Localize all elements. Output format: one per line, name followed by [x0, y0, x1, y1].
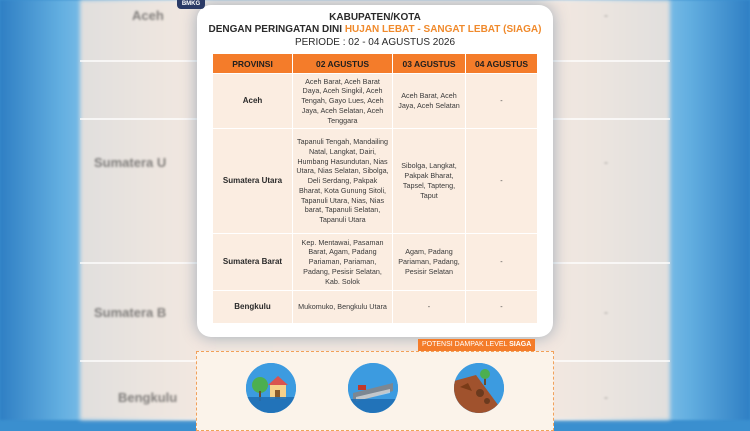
- day-cell: Sibolga, Langkat, Pakpak Bharat, Tapsel, Tapteng, Taput: [393, 129, 465, 233]
- background-province-text: Sumatera U: [94, 155, 167, 170]
- day-cell: Kep. Mentawai, Pasaman Barat, Agam, Padang Pariaman, Pariaman, Padang, Pesisir Selatan, Kab. Solok: [293, 234, 392, 290]
- header-provinsi: PROVINSI: [213, 54, 292, 73]
- table-row: [213, 129, 537, 233]
- background-province-text: Aceh: [132, 8, 164, 23]
- province-cell: Sumatera Barat: [213, 234, 292, 290]
- background-dash: -: [604, 8, 608, 22]
- day-cell: Agam, Padang Pariaman, Padang, Pesisir Selatan: [393, 234, 465, 290]
- table-row: [213, 291, 537, 323]
- day-cell: Aceh Barat, Aceh Jaya, Aceh Selatan: [393, 74, 465, 128]
- impact-level: SIAGA: [509, 341, 532, 348]
- header-04-agustus: 04 AGUSTUS: [466, 54, 537, 73]
- subtitle-prefix: DENGAN PERINGATAN DINI: [208, 24, 345, 35]
- period-text: PERIODE : 02 - 04 AGUSTUS 2026: [294, 37, 456, 48]
- impact-label: [418, 339, 535, 351]
- day-cell: -: [393, 291, 465, 323]
- header-02-agustus: 02 AGUSTUS: [293, 54, 392, 73]
- card-subtitle: [197, 24, 553, 35]
- background-dash: -: [604, 155, 608, 169]
- card-title: KABUPATEN/KOTA: [329, 12, 421, 23]
- background-province-text: Bengkulu: [118, 390, 178, 405]
- day-cell: Mukomuko, Bengkulu Utara: [293, 291, 392, 323]
- inundated-road-icon: [348, 363, 398, 413]
- province-cell: Aceh: [213, 74, 292, 128]
- background-province-text: Sumatera B: [94, 305, 167, 320]
- day-cell: -: [466, 74, 537, 128]
- landslide-icon: [454, 363, 504, 413]
- day-cell: -: [466, 291, 537, 323]
- header-03-agustus: 03 AGUSTUS: [393, 54, 465, 73]
- day-cell: -: [466, 129, 537, 233]
- impact-label-prefix: POTENSI DAMPAK LEVEL: [422, 341, 510, 348]
- bmkg-logo: BMKG: [177, 0, 205, 9]
- warning-table: [212, 53, 538, 324]
- day-cell: Tapanuli Tengah, Mandailing Natal, Langkat, Dairi, Humbang Hasundutan, Nias Utara, Nias Selatan, Sibolga, Deli Serdang, Pakpak Bharat, Kota Gunung Sitoli, Tapanuli Utara, Nias, Nias barat, Tapanuli Selatan, Tapanuli Utara: [293, 129, 392, 233]
- day-cell: -: [466, 234, 537, 290]
- subtitle-highlight: HUJAN LEBAT - SANGAT LEBAT (SIAGA): [344, 24, 542, 35]
- day-cell: Aceh Barat, Aceh Barat Daya, Aceh Singkil, Aceh Tengah, Gayo Lues, Aceh Jaya, Aceh Selatan, Aceh Tenggara: [293, 74, 392, 128]
- background-dash: -: [604, 305, 608, 319]
- table-row: [213, 74, 537, 128]
- table-header-row: [213, 54, 537, 73]
- province-cell: Bengkulu: [213, 291, 292, 323]
- flood-house-icon: [246, 363, 296, 413]
- province-cell: Sumatera Utara: [213, 129, 292, 233]
- background-dash: -: [604, 390, 608, 404]
- table-row: [213, 234, 537, 290]
